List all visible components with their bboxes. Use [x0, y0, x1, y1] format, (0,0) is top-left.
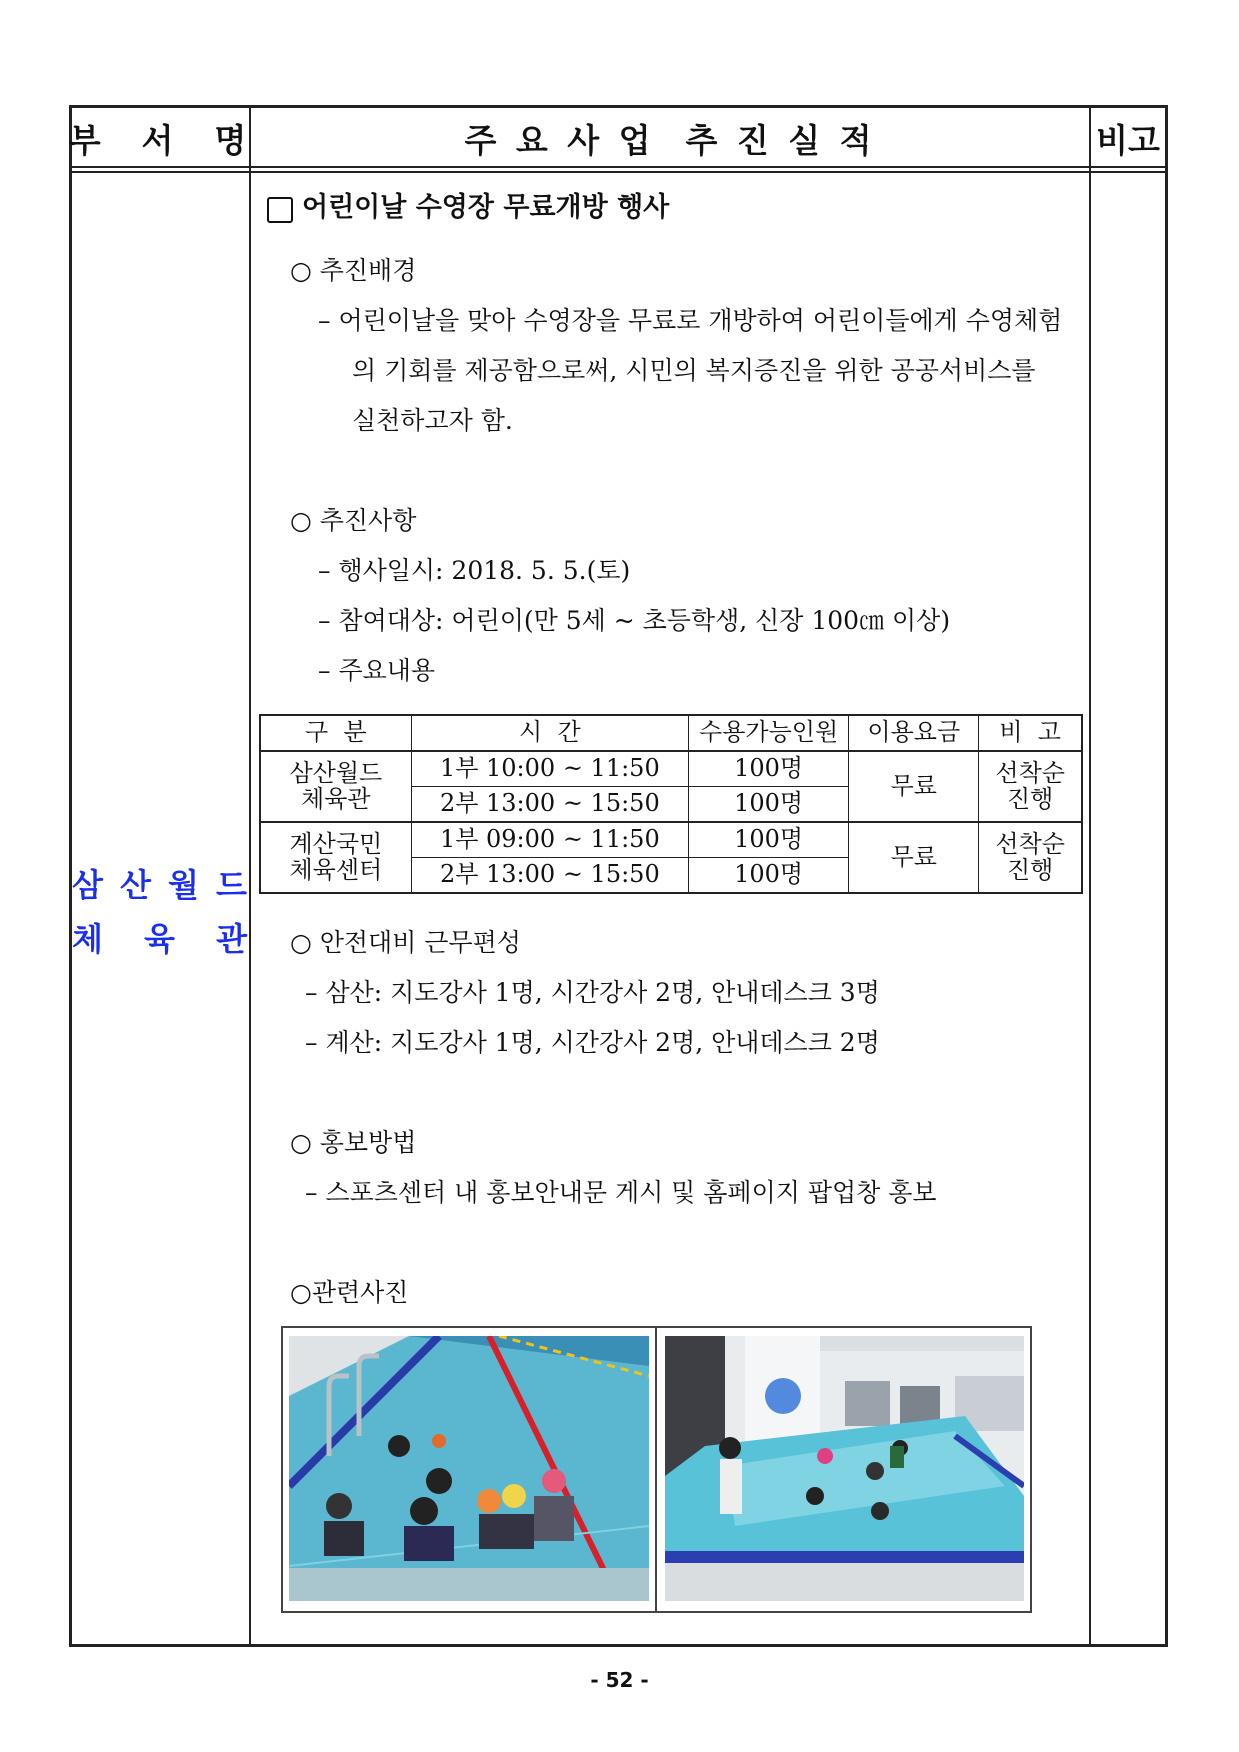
safety-line-1: – 삼산: 지도강사 1명, 시간강사 2명, 안내데스크 3명: [305, 978, 880, 1007]
venue-cell: 삼산월드 체육관: [260, 751, 411, 822]
details-target: – 참여대상: 어린이(만 5세 ~ 초등학생, 신장 100㎝ 이상): [318, 606, 951, 635]
header-dept-label: 부 서 명: [68, 120, 253, 160]
frame-bottom: [69, 1644, 1168, 1647]
th-fee: 이용요금: [849, 715, 979, 751]
capacity-cell: 100명: [689, 751, 849, 787]
note-cell: 선착순 진행: [979, 751, 1082, 822]
col-sep-2: [1089, 105, 1091, 1647]
safety-heading: ○ 안전대비 근무편성: [290, 928, 521, 957]
fee-cell: 무료: [849, 822, 979, 893]
section-title: 어린이날 수영장 무료개방 행사: [302, 192, 670, 223]
photo-divider: [655, 1326, 657, 1613]
department-line-2: 체 육 관: [72, 920, 247, 958]
capacity-cell: 100명: [689, 858, 849, 894]
frame-right: [1165, 105, 1168, 1647]
pool-photo-1: [289, 1336, 649, 1601]
header-rule-2: [69, 171, 1168, 173]
section-checkbox-icon: [267, 197, 293, 223]
header-note: [1091, 107, 1165, 169]
th-category: 구 분: [260, 715, 411, 751]
header-main: [251, 107, 1089, 169]
fee-cell: 무료: [849, 751, 979, 822]
table-header-row: [260, 715, 1082, 751]
th-time: 시 간: [411, 715, 688, 751]
th-note: 비 고: [979, 715, 1082, 751]
capacity-cell: 100명: [689, 787, 849, 823]
background-heading: ○ 추진배경: [290, 256, 417, 285]
capacity-cell: 100명: [689, 822, 849, 858]
details-heading: ○ 추진사항: [290, 506, 417, 535]
details-content: – 주요내용: [318, 656, 436, 685]
time-cell: 2부 13:00 ~ 15:50: [411, 787, 688, 823]
schedule-table: [259, 714, 1083, 894]
note-cell: 선착순 진행: [979, 822, 1082, 893]
details-date: – 행사일시: 2018. 5. 5.(토): [318, 556, 631, 585]
header-note-label: 비고: [1096, 120, 1160, 160]
promotion-line: – 스포츠센터 내 홍보안내문 게시 및 홈페이지 팝업창 홍보: [305, 1178, 937, 1207]
safety-line-2: – 계산: 지도강사 1명, 시간강사 2명, 안내데스크 2명: [305, 1028, 880, 1057]
th-capacity: 수용가능인원: [689, 715, 849, 751]
pool-photo-2: [665, 1336, 1024, 1601]
background-line-1: – 어린이날을 맞아 수영장을 무료로 개방하여 어린이들에게 수영체험: [318, 306, 1063, 335]
department-line-1: 삼 산 월 드: [72, 866, 247, 904]
venue-cell: 계산국민 체육센터: [260, 822, 411, 893]
photos-heading: ○관련사진: [290, 1278, 409, 1307]
background-line-2: 의 기회를 제공함으로써, 시민의 복지증진을 위한 공공서비스를: [352, 356, 1036, 385]
time-cell: 1부 09:00 ~ 11:50: [411, 822, 688, 858]
table-row: [260, 751, 1082, 787]
header-main-label: 주 요 사 업 추 진 실 적: [464, 120, 876, 160]
col-sep-1: [249, 105, 251, 1647]
time-cell: 1부 10:00 ~ 11:50: [411, 751, 688, 787]
promotion-heading: ○ 홍보방법: [290, 1128, 417, 1157]
page-number: - 52 -: [590, 1668, 649, 1692]
header-dept: [68, 107, 253, 169]
background-line-3: 실천하고자 함.: [352, 406, 513, 435]
time-cell: 2부 13:00 ~ 15:50: [411, 858, 688, 894]
table-row: [260, 822, 1082, 858]
